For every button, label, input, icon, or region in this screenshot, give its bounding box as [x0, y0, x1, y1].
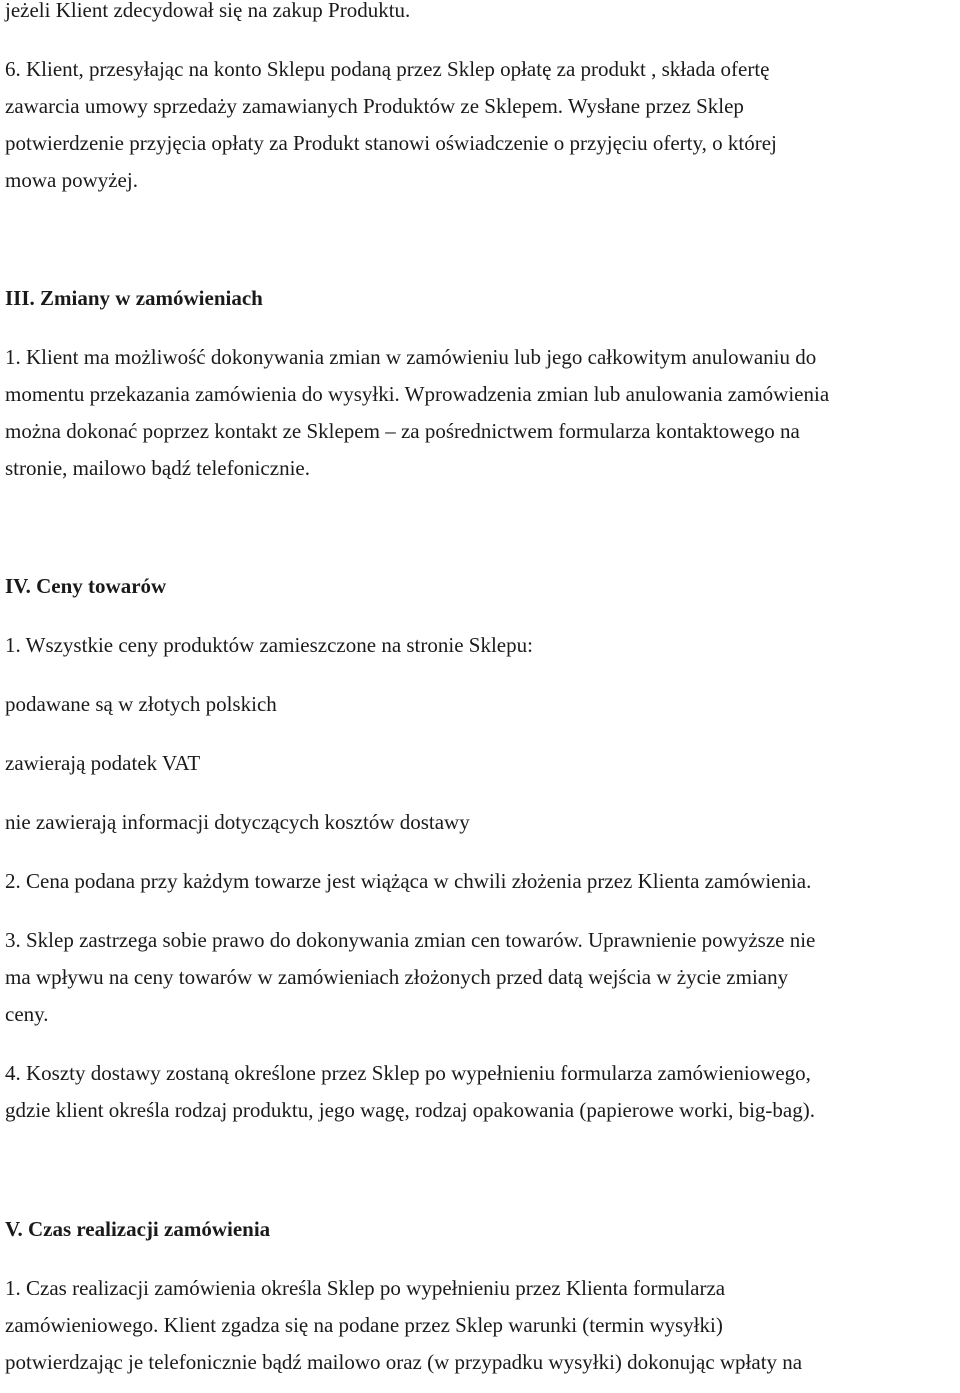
intro-line: jeżeli Klient zdecydował się na zakup Produktu.: [5, 0, 411, 22]
section-4-paragraph-1: 1. Wszystkie ceny produktów zamieszczone na stronie Sklepu:: [5, 633, 533, 657]
paragraph-line: potwierdzenie przyjęcia opłaty za Produkt stanowi oświadczenie o przyjęciu oferty, o której: [5, 131, 777, 155]
price-list-item: nie zawierają informacji dotyczących kosztów dostawy: [5, 810, 470, 834]
section-4-paragraph-4: [5, 1055, 957, 1129]
paragraph-line: 1. Klient ma możliwość dokonywania zmian w zamówieniu lub jego całkowitym anulowaniu do: [5, 345, 817, 369]
section-3-paragraph-1: [5, 339, 957, 487]
paragraph-line: można dokonać poprzez kontakt ze Sklepem – za pośrednictwem formularza kontaktowego na: [5, 419, 800, 443]
paragraph-line: ma wpływu na ceny towarów w zamówieniach złożonych przed datą wejścia w życie zmiany: [5, 965, 789, 989]
paragraph-line: zawarcia umowy sprzedaży zamawianych Produktów ze Sklepem. Wysłane przez Sklep: [5, 94, 744, 118]
section-4-paragraph-2: 2. Cena podana przy każdym towarze jest wiążąca w chwili złożenia przez Klienta zamówienia.: [5, 869, 812, 893]
paragraph-line: potwierdzając je telefonicznie bądź mailowo oraz (w przypadku wysyłki) dokonując wpłaty na: [5, 1350, 803, 1374]
paragraph-line: mowa powyżej.: [5, 168, 138, 192]
section-5-paragraph-1: [5, 1270, 957, 1381]
document-page: [5, 0, 957, 1381]
paragraph-line: momentu przekazania zamówienia do wysyłki. Wprowadzenia zmian lub anulowania zamówienia: [5, 382, 830, 406]
paragraph-6: [5, 51, 957, 199]
paragraph-line: ceny.: [5, 1002, 49, 1026]
section-4-paragraph-3: [5, 922, 957, 1033]
price-list-item: podawane są w złotych polskich: [5, 692, 277, 716]
paragraph-line: 1. Czas realizacji zamówienia określa Sklep po wypełnieniu przez Klienta formularza: [5, 1276, 726, 1300]
paragraph-line: zamówieniowego. Klient zgadza się na podane przez Sklep warunki (termin wysyłki): [5, 1313, 723, 1337]
section-4-heading: IV. Ceny towarów: [5, 574, 167, 598]
paragraph-line: 3. Sklep zastrzega sobie prawo do dokonywania zmian cen towarów. Uprawnienie powyższe nie: [5, 928, 816, 952]
paragraph-line: gdzie klient określa rodzaj produktu, jego wagę, rodzaj opakowania (papierowe worki, big-bag).: [5, 1098, 815, 1122]
paragraph-line: 6. Klient, przesyłając na konto Sklepu podaną przez Sklep opłatę za produkt , składa ofertę: [5, 57, 770, 81]
paragraph-line: 4. Koszty dostawy zostaną określone przez Sklep po wypełnieniu formularza zamówieniowego,: [5, 1061, 811, 1085]
paragraph-line: stronie, mailowo bądź telefonicznie.: [5, 456, 310, 480]
price-list-item: zawierają podatek VAT: [5, 751, 201, 775]
section-5-heading: V. Czas realizacji zamówienia: [5, 1217, 271, 1241]
section-3-heading: III. Zmiany w zamówieniach: [5, 286, 263, 310]
